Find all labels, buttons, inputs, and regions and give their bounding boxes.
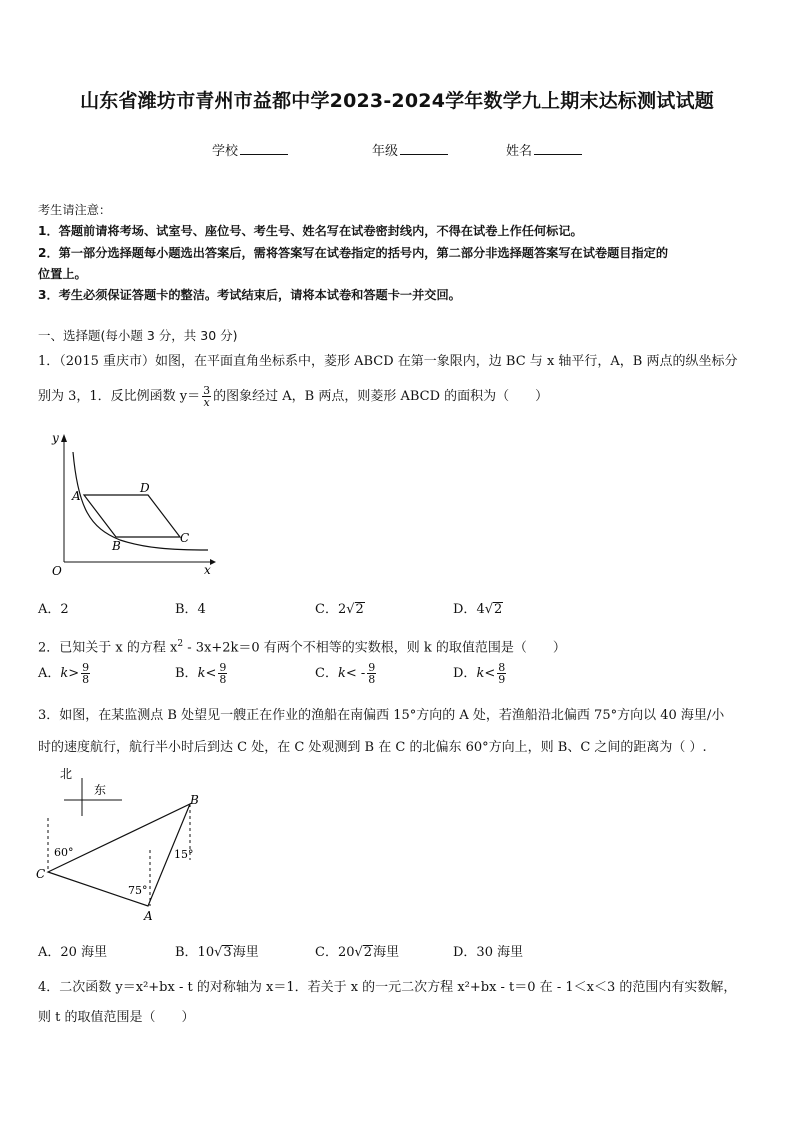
q3-option-d: D．30 海里 — [453, 945, 524, 960]
q1-option-d-radicand: 2 — [494, 602, 503, 617]
q2-option-b-label: B． — [175, 666, 198, 681]
x-axis-arrow — [210, 559, 216, 565]
q3-line1: 3．如图，在某监测点 B 处望见一艘正在作业的渔船在南偏西 15°方向的 A 处，若渔船沿北偏西 75°方向以 40 海里/小 — [38, 708, 725, 723]
q2-option-a-rel: k> — [60, 666, 80, 681]
grade-blank — [400, 142, 448, 155]
compass-north-label: 北 — [60, 767, 73, 781]
q1-option-c: C．2√2 — [315, 602, 364, 617]
q1-figure — [40, 428, 220, 580]
q2-option-a-frac — [81, 662, 90, 685]
q2-option-d-frac — [497, 662, 506, 685]
q2-option-d-rel: k< — [476, 666, 496, 681]
q4-line1: 4．二次函数 y＝x²+bx - t 的对称轴为 x＝1．若关于 x 的一元二次方程 x²+bx - t＝0 在 - 1＜x＜3 的范围内有实数解， — [38, 980, 737, 995]
fig1-x-label: x — [204, 563, 211, 577]
school-label: 学校 — [212, 144, 239, 159]
q2-option-d-num: 8 — [498, 661, 506, 674]
q1-option-b: B．4 — [175, 602, 206, 617]
q1-line2-b: 的图象经过 A，B 两点，则菱形 ABCD 的面积为（ ） — [213, 389, 549, 404]
name-label: 姓名 — [506, 144, 533, 159]
q2-option-c — [315, 662, 378, 685]
q2-stem — [38, 634, 566, 658]
q1-option-a: A．2 — [38, 602, 69, 617]
fig1-point-b: B — [112, 539, 121, 553]
q2-option-b — [175, 662, 229, 685]
q3-line2: 时的速度航行，航行半小时后到达 C 处，在 C 处观测到 B 在 C 的北偏东 60°方向上，则 B、C 之间的距离为（ ）. — [38, 740, 707, 755]
notice-heading: 考生请注意： — [38, 203, 112, 217]
q3-option-a: A．20 海里 — [38, 945, 108, 960]
q2-stem-a: 2．已知关于 x 的方程 x — [38, 640, 178, 656]
q3-option-b-unit: 海里 — [232, 945, 259, 960]
q1-option-c-coef: 2 — [337, 602, 347, 617]
q3-option-c-pre: C．20 — [315, 945, 355, 960]
rhombus-abcd — [84, 495, 180, 537]
fig3-point-c: C — [36, 867, 46, 881]
q2-option-b-rel: k< — [197, 666, 217, 681]
q2-stem-b: - 3x+2k＝0 有两个不相等的实数根，则 k 的取值范围是（ ） — [183, 640, 566, 656]
q2-option-b-num: 9 — [219, 661, 227, 674]
q2-option-a-den: 8 — [82, 673, 90, 686]
notice-item-1: 1．答题前请将考场、试室号、座位号、考生号、姓名写在试卷密封线内，不得在试卷上作任何标记。 — [38, 224, 583, 238]
q4-line2: 则 t 的取值范围是（ ） — [38, 1010, 195, 1025]
q2-option-c-den: 8 — [368, 673, 376, 686]
q3-option-b-radicand: 3 — [223, 945, 232, 960]
school-field — [212, 140, 288, 159]
q2-option-c-label: C． — [315, 666, 338, 681]
q2-option-d-label: D． — [453, 666, 477, 681]
school-blank — [240, 142, 288, 155]
q1-option-c-radicand: 2 — [355, 602, 364, 617]
q2-option-c-frac — [367, 662, 376, 685]
q1-option-d: D．4√2 — [453, 602, 503, 617]
fig3-angle-75: 75° — [128, 884, 148, 897]
y-axis-arrow — [61, 434, 67, 442]
q3-option-c-unit: 海里 — [373, 945, 400, 960]
q3-option-b-pre: B．10 — [175, 945, 215, 960]
q1-frac-num: 3 — [203, 384, 211, 397]
q2-stem-sup: 2 — [177, 639, 184, 649]
fig3-point-b: B — [190, 793, 199, 807]
page-title: 山东省潍坊市青州市益都中学2023-2024学年数学九上期末达标测试试题 — [80, 90, 714, 112]
q1-frac-den: x — [203, 396, 210, 409]
fig1-point-d: D — [140, 481, 150, 495]
fig1-origin-label: O — [52, 564, 62, 578]
q2-option-d — [453, 662, 508, 685]
q2-option-b-den: 8 — [219, 673, 227, 686]
fig1-point-c: C — [180, 531, 190, 545]
section-heading: 一、选择题(每小题 3 分，共 30 分) — [38, 328, 238, 343]
fig3-point-a: A — [144, 909, 153, 923]
q3-figure — [32, 764, 212, 926]
name-field — [506, 140, 582, 159]
grade-label: 年级 — [372, 144, 399, 159]
q1-fraction — [202, 385, 211, 408]
q2-option-a — [38, 662, 92, 685]
notice-item-3: 3．考生必须保证答题卡的整洁。考试结束后，请将本试卷和答题卡一并交回。 — [38, 288, 461, 302]
grade-field — [372, 140, 448, 159]
q2-option-c-rel: k< - — [337, 666, 366, 681]
fig1-point-a: A — [72, 489, 81, 503]
q1-option-d-coef: 4 — [476, 602, 485, 617]
notice-item-2-cont: 位置上。 — [38, 267, 87, 281]
q2-option-b-frac — [218, 662, 227, 685]
q1-line1: 1．（2015 重庆市）如图，在平面直角坐标系中，菱形 ABCD 在第一象限内，边 BC 与 x 轴平行，A，B 两点的纵坐标分 — [38, 354, 738, 369]
name-blank — [534, 142, 582, 155]
q2-option-a-label: A． — [38, 666, 61, 681]
q3-option-c-radicand: 2 — [363, 945, 373, 960]
fig3-angle-60: 60° — [54, 846, 74, 859]
notice-item-2: 2．第一部分选择题每小题选出答案后，需将答案写在试卷指定的括号内，第二部分非选择题答案写在试卷题目指定的 — [38, 246, 669, 260]
q2-option-a-num: 9 — [82, 661, 90, 674]
q2-option-d-den: 9 — [498, 673, 506, 686]
q1-line2 — [38, 383, 548, 411]
q1-option-c-label: C． — [315, 602, 338, 617]
q1-option-d-label: D． — [453, 602, 477, 617]
fig3-angle-15: 15° — [174, 848, 194, 861]
q3-option-c: C．20√2海里 — [315, 945, 400, 960]
q3-option-b: B．10√3海里 — [175, 945, 259, 960]
fig1-y-label: y — [52, 431, 59, 445]
compass-east-label: 东 — [94, 783, 107, 797]
q2-option-c-num: 9 — [368, 661, 376, 674]
q1-line2-a: 别为 3，1．反比例函数 y＝ — [38, 389, 201, 404]
